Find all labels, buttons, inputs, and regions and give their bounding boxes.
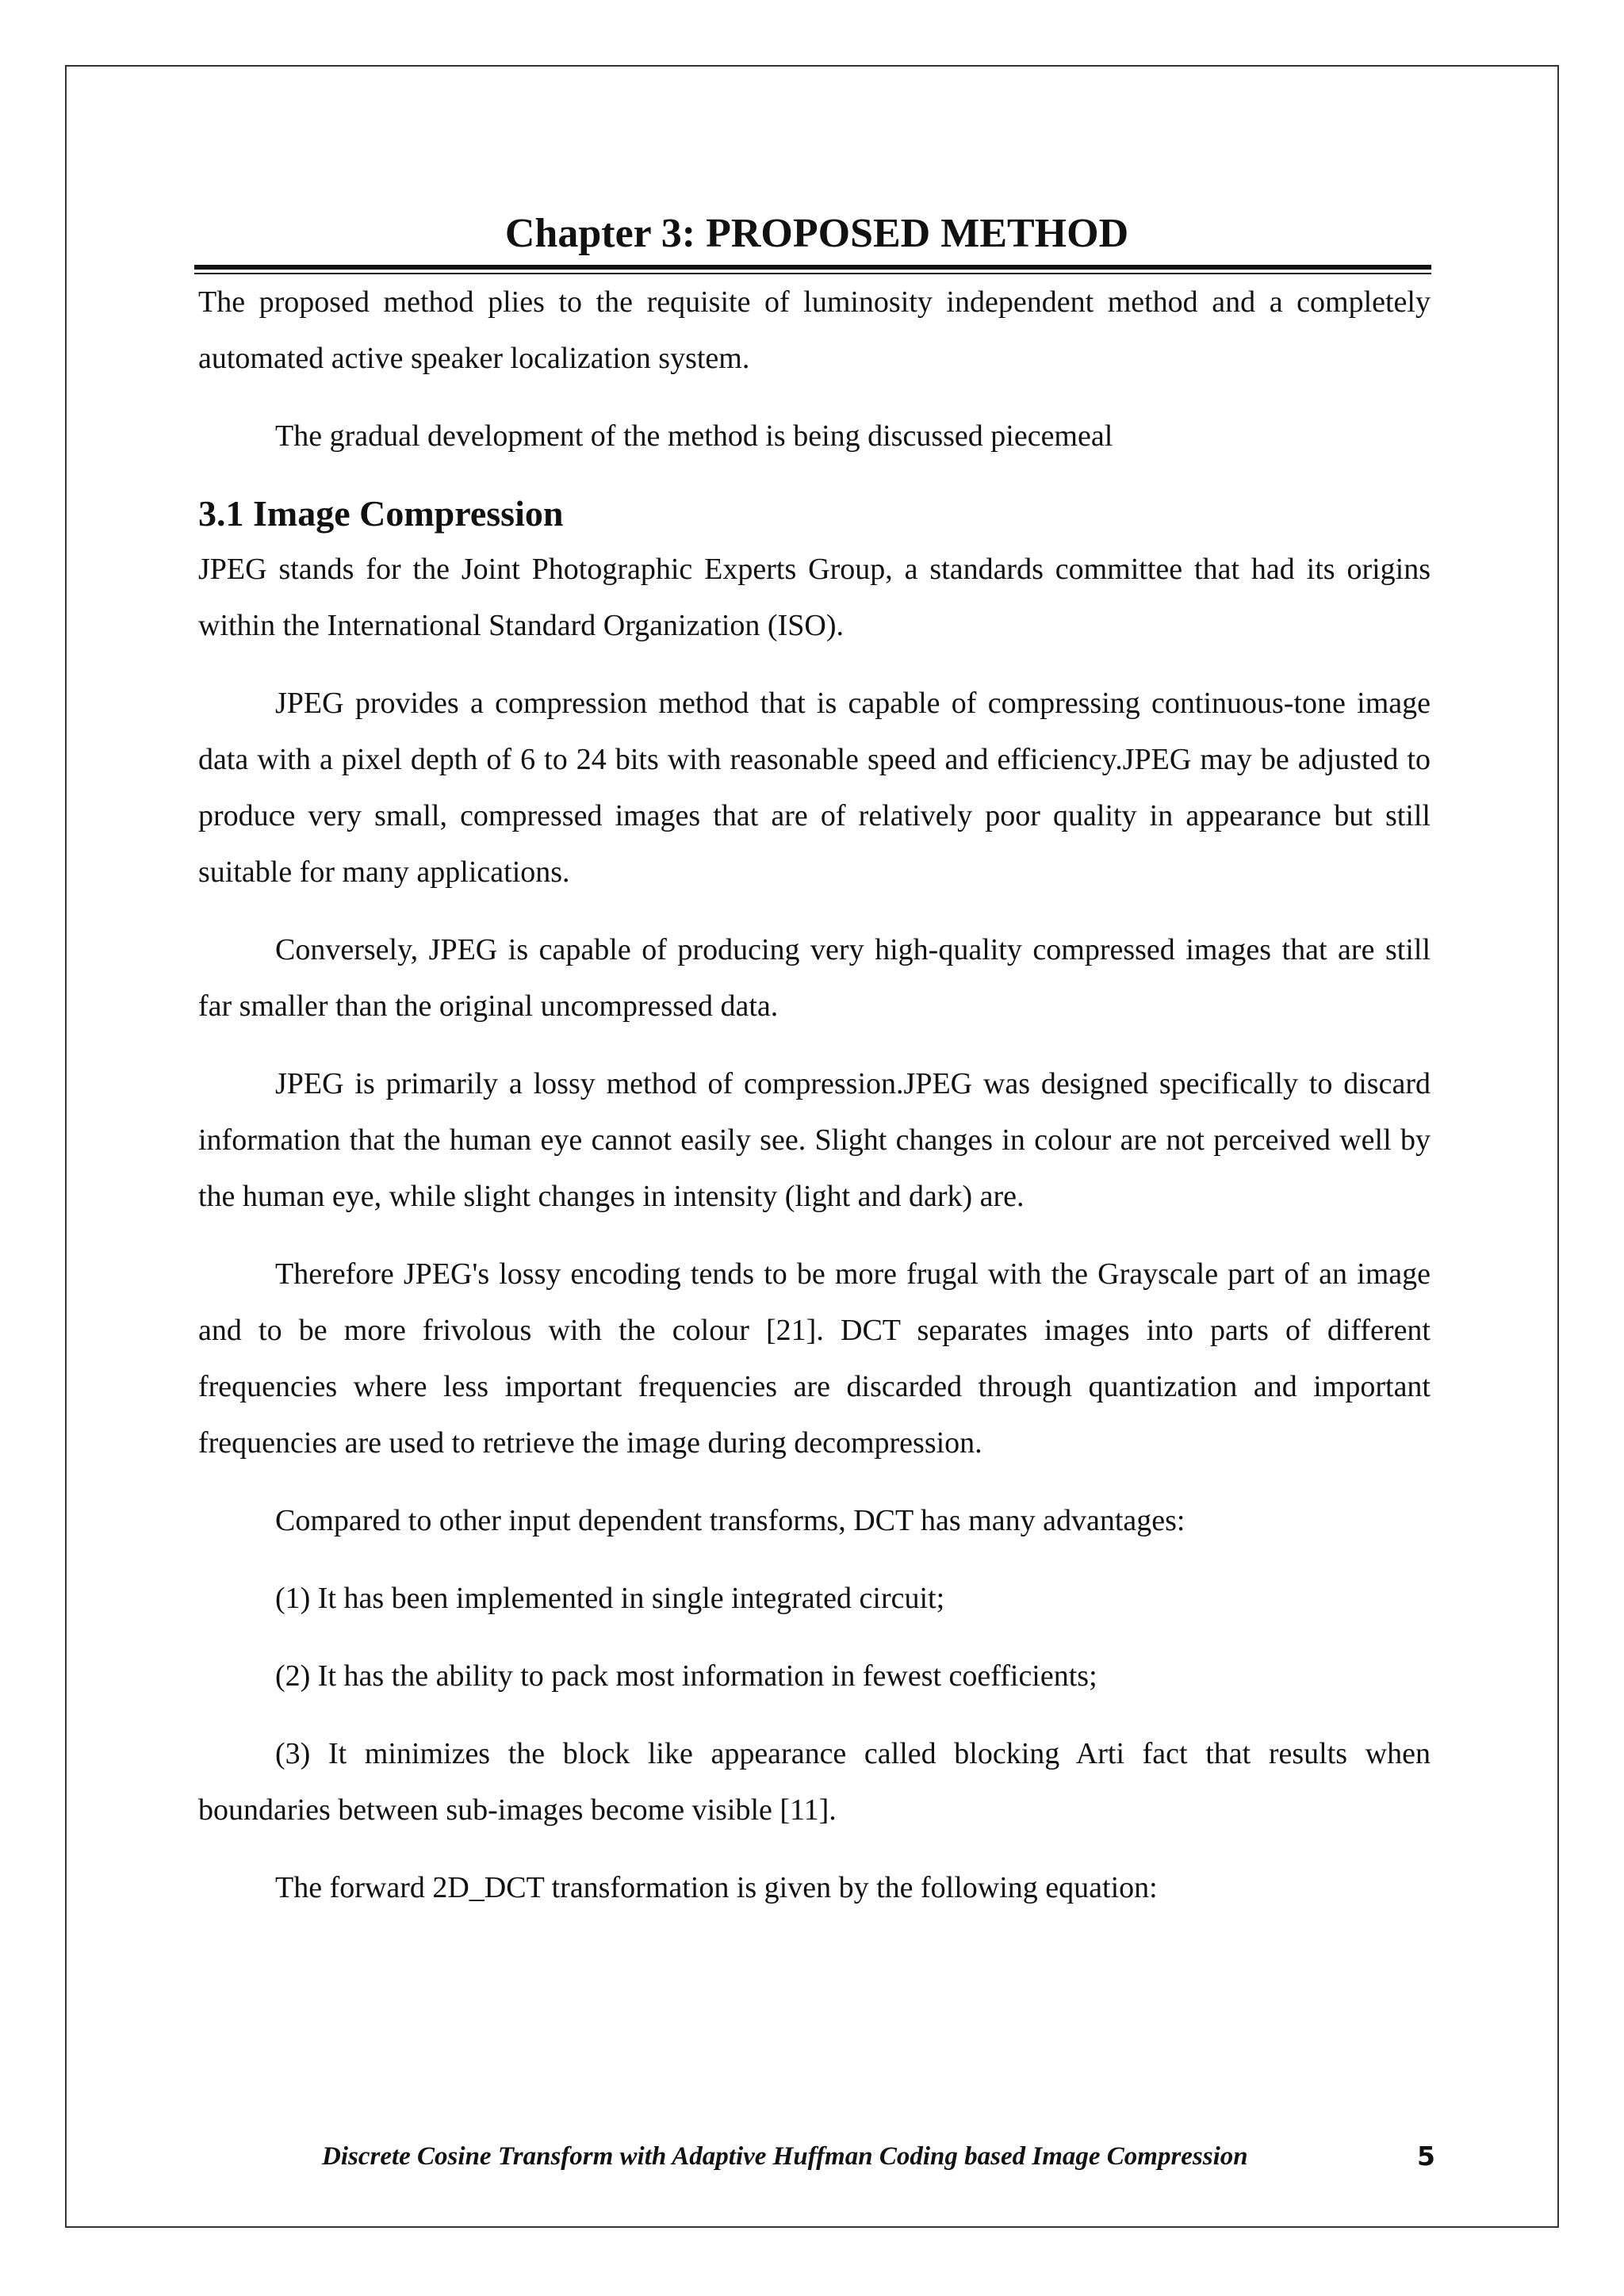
section-paragraph: Compared to other input dependent transforms, DCT has many advantages: — [275, 1504, 1185, 1537]
intro-paragraph: The proposed method plies to the requisite of luminosity independent method and a completely automated active speaker localization system. — [198, 285, 1431, 375]
section-heading: 3.1 Image Compression — [198, 493, 564, 534]
page-footer — [198, 2133, 1435, 2180]
section-paragraph: JPEG stands for the Joint Photographic Experts Group, a standards committee that had its origins within the International Standard Organization (ISO). — [198, 553, 1431, 642]
section-paragraph: Therefore JPEG's lossy encoding tends to be more frugal with the Grayscale part of an image and to be more frivolous with the colour [21]. DCT separates images into parts of different frequencies where less important frequencies are discarded through quantization and important frequencies are used to retrieve the image during decompression. — [198, 1257, 1431, 1460]
title-double-rule — [194, 265, 1431, 274]
list-item: (2) It has the ability to pack most information in fewest coefficients; — [275, 1659, 1097, 1693]
body-text — [198, 274, 1431, 1938]
section-paragraph: JPEG provides a compression method that is capable of compressing continuous-tone image data with a pixel depth of 6 to 24 bits with reasonable speed and efficiency.JPEG may be adjusted to produce very small, compressed images that are of relatively poor quality in appearance but still suitable for many applications. — [198, 687, 1431, 889]
page-number: 5 — [1417, 2141, 1435, 2172]
intro-paragraph: The gradual development of the method is being discussed piecemeal — [275, 419, 1113, 453]
list-item: (3) It minimizes the block like appearance called blocking Arti fact that results when boundaries between sub-images become visible [11]. — [198, 1737, 1431, 1827]
footer-title: Discrete Cosine Transform with Adaptive Huffman Coding based Image Compression — [322, 2142, 1248, 2171]
section-paragraph: JPEG is primarily a lossy method of compression.JPEG was designed specifically to discard information that the human eye cannot easily see. Slight changes in colour are not perceived well by the human eye, while slight changes in intensity (light and dark) are. — [198, 1067, 1431, 1213]
list-item: (1) It has been implemented in single integrated circuit; — [275, 1582, 945, 1615]
section-paragraph: Conversely, JPEG is capable of producing very high-quality compressed images that are still far smaller than the original uncompressed data. — [198, 933, 1431, 1023]
section-paragraph: The forward 2D_DCT transformation is given by the following equation: — [275, 1871, 1158, 1904]
chapter-title: Chapter 3: PROPOSED METHOD — [504, 211, 1129, 256]
